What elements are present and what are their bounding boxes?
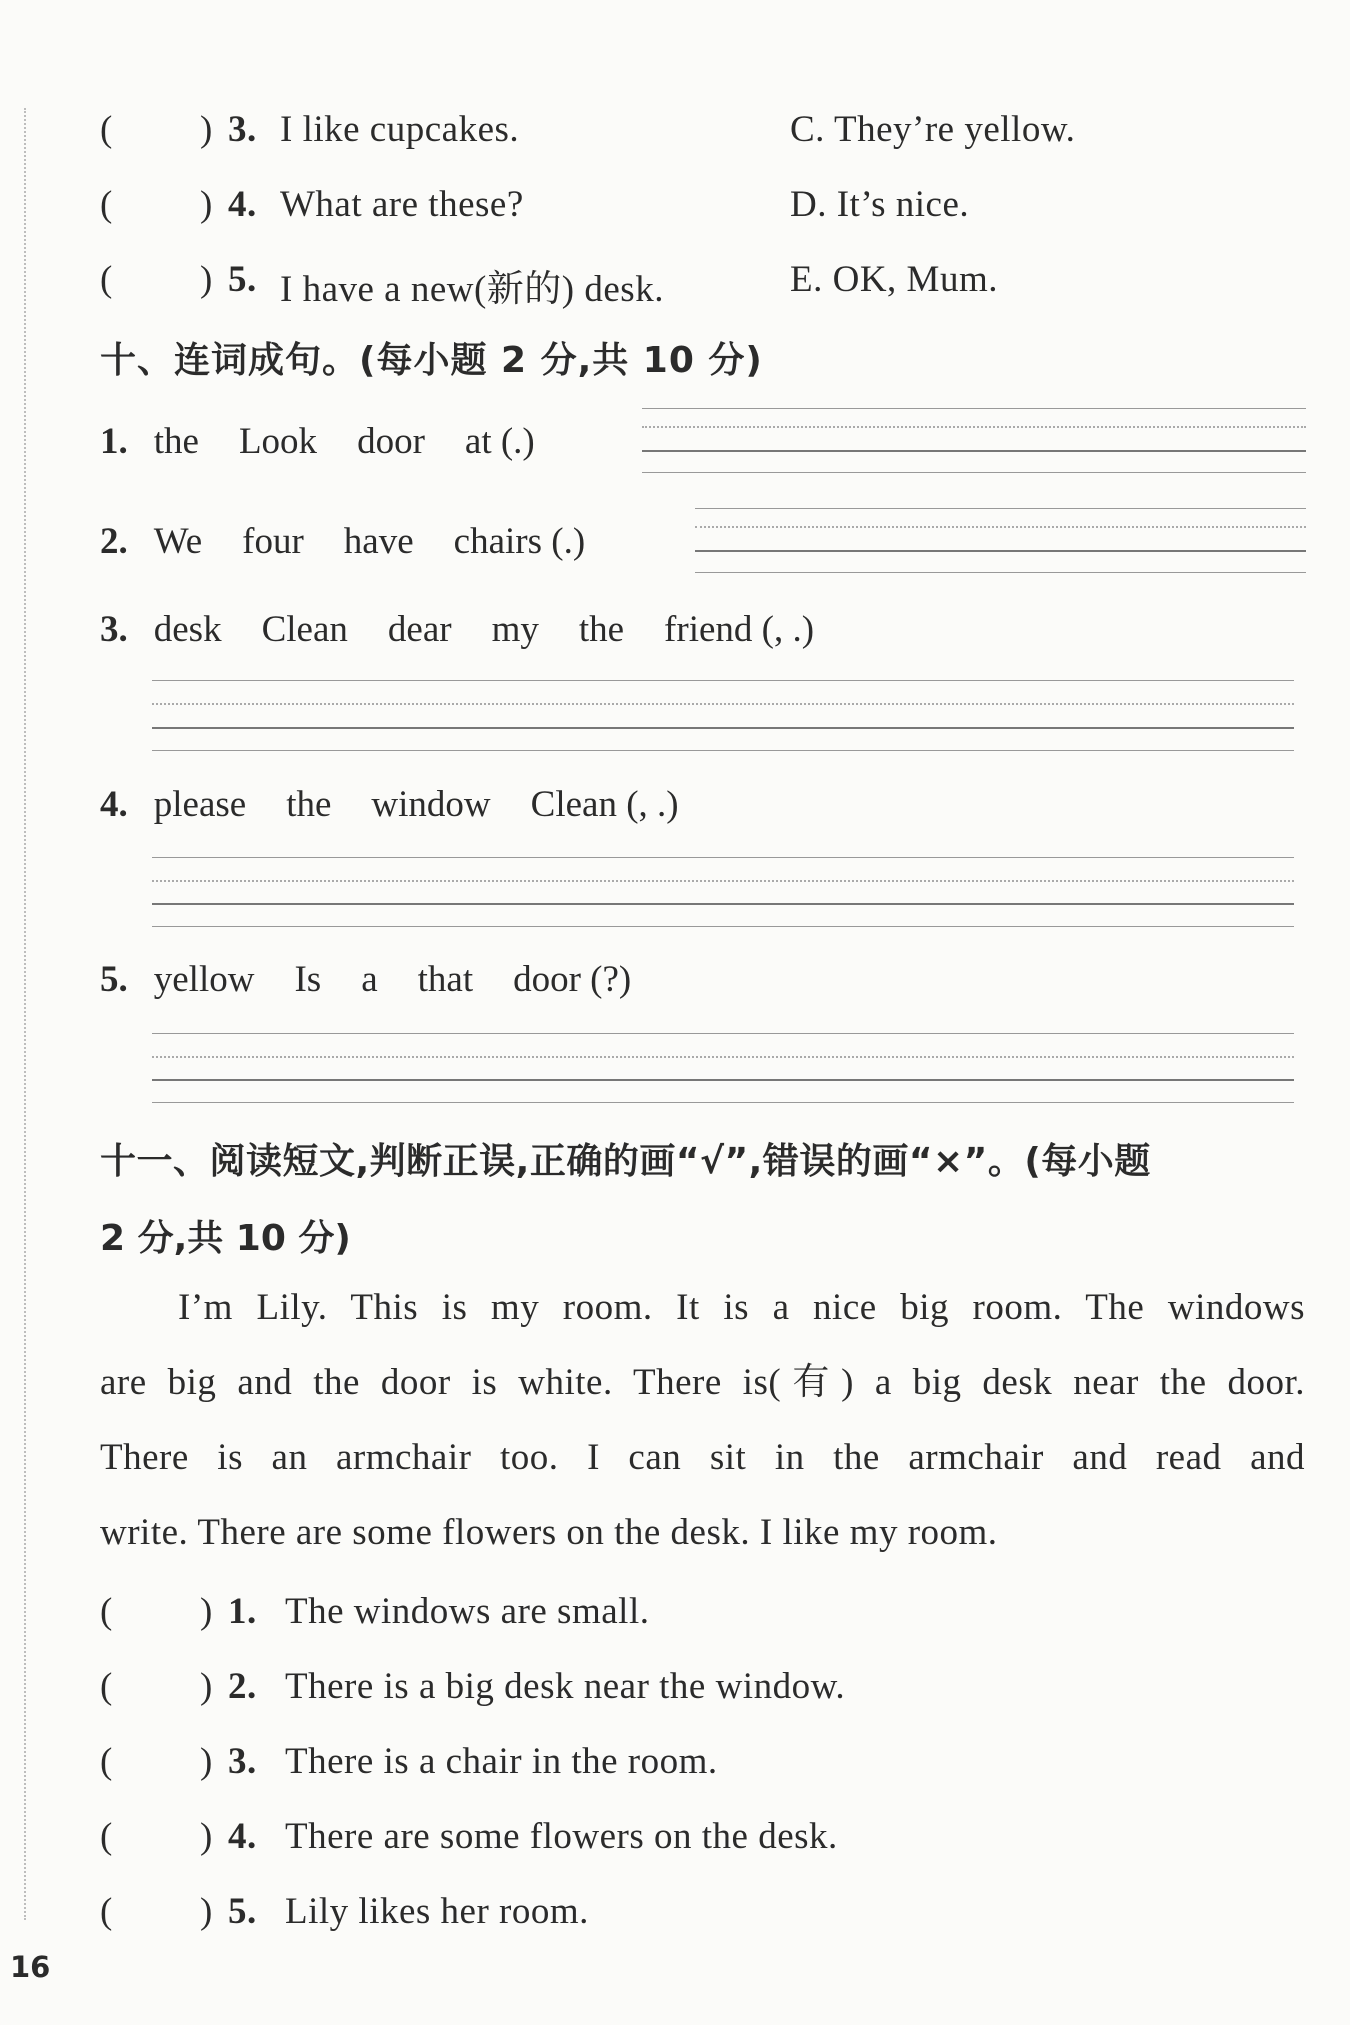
scrambled-word: my [491,609,539,650]
scrambled-word: Clean (, .) [530,784,679,825]
sentence-item-2 [100,520,625,563]
item-number: 4. [100,784,128,825]
question-text: What are these? [280,184,524,225]
reading-passage [100,1270,1305,1570]
answer-paren-close: ) [200,1891,213,1932]
option-text: D. It’s nice. [790,184,970,225]
page-number: 16 [10,1950,51,1984]
answer-paren-open: ( [100,109,113,150]
answer-paren-open: ( [100,1891,113,1932]
statement-text: There are some flowers on the desk. [285,1816,838,1857]
section-10-title: 十、连词成句。(每小题 2 分,共 10 分) [100,340,763,381]
scrambled-word: have [343,521,414,562]
answer-paren-open: ( [100,1741,113,1782]
item-number: 5. [100,959,128,1000]
answer-paren-open: ( [100,1666,113,1707]
scrambled-word: the [578,609,625,650]
scrambled-word: please [153,784,247,825]
statement-text: There is a big desk near the window. [285,1666,846,1707]
item-number: 1. [228,1591,257,1632]
item-number: 2. [228,1666,257,1707]
item-number: 2. [100,521,128,562]
statement-text: The windows are small. [285,1591,650,1632]
scrambled-word: desk [153,609,222,650]
passage-line: write. There are some flowers on the desk. I like my room. [100,1512,998,1553]
scrambled-word: a [361,959,378,1000]
scrambled-word: window [371,784,491,825]
scrambled-word: four [242,521,304,562]
question-text: I have a new(新的) desk. [280,269,664,310]
scrambled-word: Clean [261,609,348,650]
answer-paren-close: ) [200,109,213,150]
scrambled-word: chairs (.) [453,521,586,562]
scrambled-word: that [417,959,474,1000]
section-11-title-cont: 2 分,共 10 分) [100,1218,351,1259]
question-number: 3. [228,109,257,150]
answer-paren-open: ( [100,184,113,225]
item-number: 3. [100,609,128,650]
question-number: 5. [228,259,257,300]
option-text: C. They’re yellow. [790,109,1076,150]
sentence-item-3 [100,608,854,651]
answer-paren-close: ) [200,1666,213,1707]
binding-margin [24,108,26,1920]
scrambled-word: Look [238,421,318,462]
sentence-item-5 [100,958,671,1001]
question-number: 4. [228,184,257,225]
scrambled-word: the [153,421,199,462]
scrambled-word: yellow [153,959,255,1000]
passage-line: I’m Lily. This is my room. It is a nice big room. The windows [178,1287,1305,1328]
answer-paren-open: ( [100,259,113,300]
item-number: 4. [228,1816,257,1857]
item-number: 3. [228,1741,257,1782]
passage-line: There is an armchair too. I can sit in the armchair and read and [100,1437,1305,1478]
item-number: 1. [100,421,128,462]
answer-paren-close: ) [200,1591,213,1632]
statement-text: There is a chair in the room. [285,1741,718,1782]
answer-paren-close: ) [200,1741,213,1782]
scrambled-word: the [286,784,332,825]
sentence-item-4 [100,783,719,826]
scrambled-word: at (.) [464,421,535,462]
sentence-item-1 [100,420,575,463]
answer-paren-open: ( [100,1816,113,1857]
scrambled-word: Is [294,959,322,1000]
scrambled-word: dear [387,609,452,650]
option-text: E. OK, Mum. [790,259,998,300]
statement-text: Lily likes her room. [285,1891,589,1932]
passage-line: are big and the door is white. There is(有) a big desk near the door. [100,1362,1305,1403]
item-number: 5. [228,1891,257,1932]
scrambled-word: door (?) [513,959,632,1000]
section-11-title: 十一、阅读短文,判断正误,正确的画“√”,错误的画“×”。(每小题 [100,1141,1151,1182]
scrambled-word: friend (, .) [664,609,815,650]
answer-paren-open: ( [100,1591,113,1632]
scrambled-word: We [153,521,203,562]
answer-paren-close: ) [200,259,213,300]
answer-paren-close: ) [200,184,213,225]
scrambled-word: door [357,421,425,462]
question-text: I like cupcakes. [280,109,520,150]
answer-paren-close: ) [200,1816,213,1857]
